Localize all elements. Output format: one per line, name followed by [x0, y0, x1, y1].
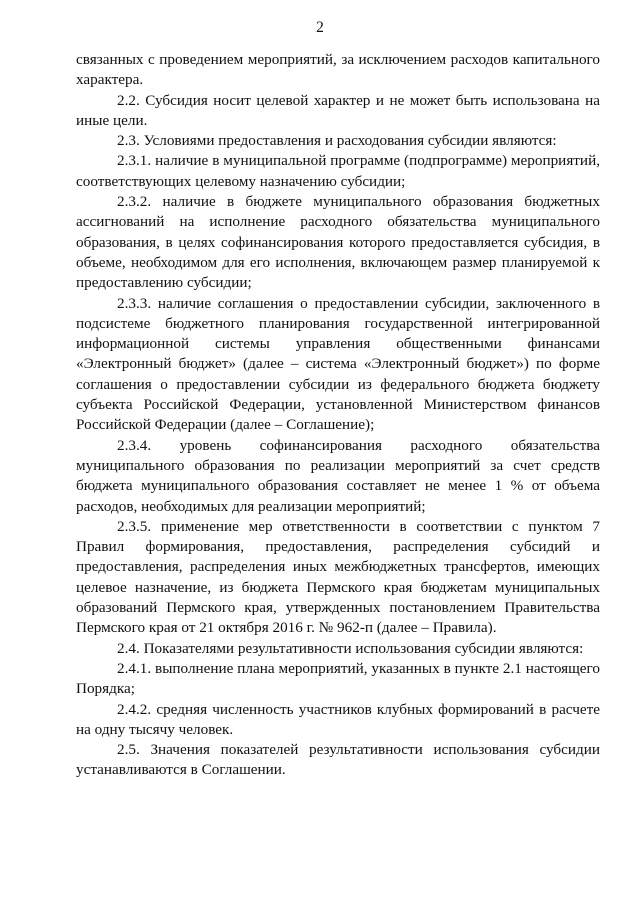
paragraph-2-3-5: 2.3.5. применение мер ответственности в соответствии с пунктом 7 Правил формирования, предоставления, распределения субсидий и предоставления, распределения иных межбюджетных трансфертов, имеющих целевое назначение, из бюджета Пермского края бюджетам муниципальных образований Пермского края, утвержденных постановлением Правительства Пермского края от 21 октября 2016 г. № 962-п (далее – Правила). [76, 517, 600, 637]
page-number: 2 [316, 19, 324, 36]
paragraph-2-3-1: 2.3.1. наличие в муниципальной программе (подпрограмме) мероприятий, соответствующих целевому назначению субсидии; [76, 152, 600, 190]
paragraph-continuation: связанных с проведением мероприятий, за исключением расходов капитального характера. [76, 51, 600, 89]
paragraph-2-5: 2.5. Значения показателей результативности использования субсидии устанавливаются в Соглашении. [76, 741, 600, 779]
paragraph-2-4: 2.4. Показателями результативности использования субсидии являются: [117, 639, 584, 657]
paragraph-2-3-4: 2.3.4. уровень софинансирования расходного обязательства муниципального образования по реализации мероприятий за счет средств бюджета муниципального образования составляет не менее 1 % от объема расходов, необходимых для реализации мероприятий; [76, 436, 600, 515]
paragraph-2-3-3: 2.3.3. наличие соглашения о предоставлении субсидии, заключенного в подсистеме бюджетного планирования государственной интегрированной информационной системы управления общественными финансами «Электронный бюджет» (далее – система «Электронный бюджет») по форме соглашения о предоставлении субсидии из федерального бюджета бюджету субъекта Российской Федерации, установленной Министерством финансов Российской Федерации (далее – Соглашение); [76, 294, 600, 434]
paragraph-2-3: 2.3. Условиями предоставления и расходования субсидии являются: [117, 132, 557, 150]
paragraph-2-4-1: 2.4.1. выполнение плана мероприятий, указанных в пункте 2.1 настоящего Порядка; [76, 659, 600, 698]
document-body [76, 50, 600, 781]
paragraph-2-3-2: 2.3.2. наличие в бюджете муниципального образования бюджетных ассигнований на исполнение расходного обязательства муниципального образования, в целях софинансирования которого предоставляется субсидия, в объеме, необходимом для его исполнения, включающем размер планируемой к предоставлению субсидии; [76, 193, 600, 292]
paragraph-2-2: 2.2. Субсидия носит целевой характер и не может быть использована на иные цели. [76, 91, 600, 129]
paragraph-2-4-2: 2.4.2. средняя численность участников клубных формирований в расчете на одну тысячу человек. [76, 700, 600, 738]
